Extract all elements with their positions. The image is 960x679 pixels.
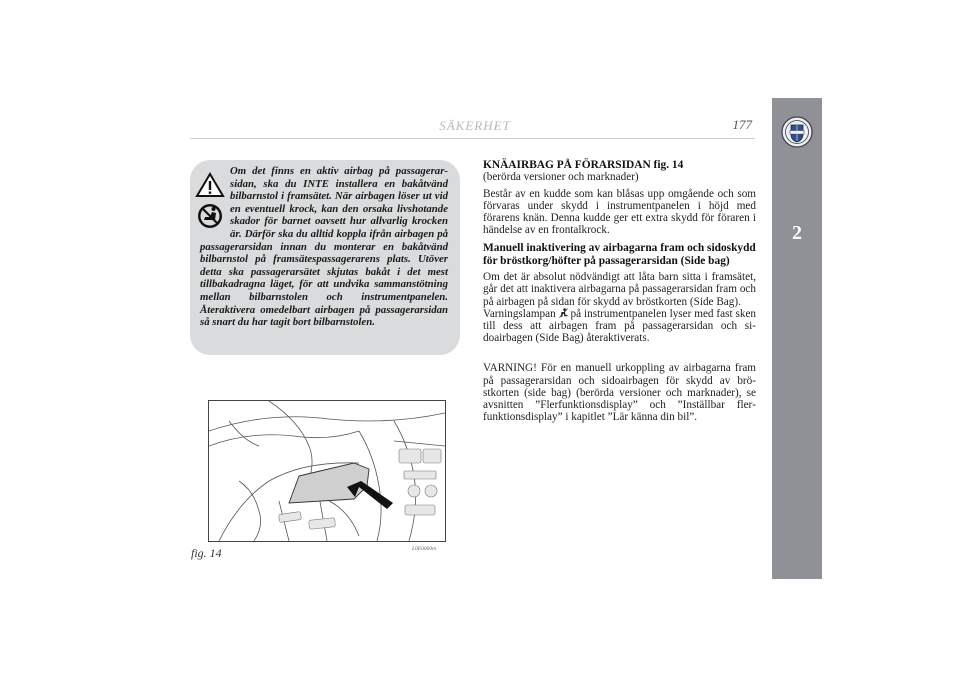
manual-deactivation-heading: Manuell inaktivering av airbagarna fram och sidoskydd för bröstkorg/höfter på passagerarsidan (Side bag) [483,242,756,267]
paragraph-gap [483,350,756,362]
chapter-tab [772,98,822,579]
lamp-text-before: Varningslampan [483,307,556,320]
lancia-shield-logo-icon [781,116,813,148]
knee-airbag-heading: KNÄAIRBAG PÅ FÖRARSIDAN fig. 14 [483,159,684,171]
chapter-number: 2 [792,222,802,244]
figure-code: L0E0060m [412,546,437,552]
page-number: 177 [732,117,752,132]
lamp-text-after: på instrumentpanelen lyser med fast sken till dess att airbagen fram på passagerarsidan och sidoairbagen (Side Bag) återaktiverats. [483,307,757,345]
section-title: SÄKERHET [439,118,511,133]
manual-deactivation-body: Om det är absolut nödvändigt att låta barn sitta i framsätet, går det att inaktivera airbagarna på passagerarsidan fram och på airbagen på sidan för skydd av bröstkorten (Side Bag). [483,271,756,308]
figure-caption: fig. 14 [191,546,222,560]
varning-paragraph: VARNING! För en manuell urkoppling av airbagarna fram på passagerarsidan och sidoairbagen för skydd av bröstkorten (side bag) (berörda versioner och marknader), se avsnitten ”Flerfunktionsdisplay” och ”Inställbar flerfunktionsdisplay” i kapitlet ”Lär känna din bil”. [483,362,756,424]
warning-lamp-paragraph [483,308,756,345]
warning-text: Om det finns en aktiv airbag på passagerarsidan, ska du INTE installera en bakåtvänd bilbarnstol i framsätet. När airbagen löser ut vid en eventuell krock, kan den orsaka livshotande skador för barnet oavsett hur allvarlig krocken är. Därför ska du alltid koppla ifrån airbagen på passagerarsidan innan du monterar en bakåtvänd bilbarnstol på framsätespassagerarens plats. Utöver detta ska passagerarsätet skjutas bakåt i det mest tillbakadragna läget, för att undvika sammanstötning mellan bilbarnstolen och instrumentpanelen. Återaktivera omedelbart airbagen på passagerarsidan så snart du har tagit bort bilbarnstolen. [200,165,448,329]
figure-knee-airbag [208,400,446,542]
knee-airbag-illustration [209,401,445,541]
knee-airbag-body: Består av en kudde som kan blåsas upp omgående och som förvaras under skydd i instrumentpanelen i höjd med förarens knän. Denna kudde ger ett extra skydd för föraren i händelse av en frontalkrock. [483,187,756,237]
header-rule [190,138,755,139]
passenger-airbag-off-icon [559,308,568,318]
main-text-column [483,159,756,429]
knee-airbag-subtitle: (berörda versioner och marknader) [483,171,639,184]
